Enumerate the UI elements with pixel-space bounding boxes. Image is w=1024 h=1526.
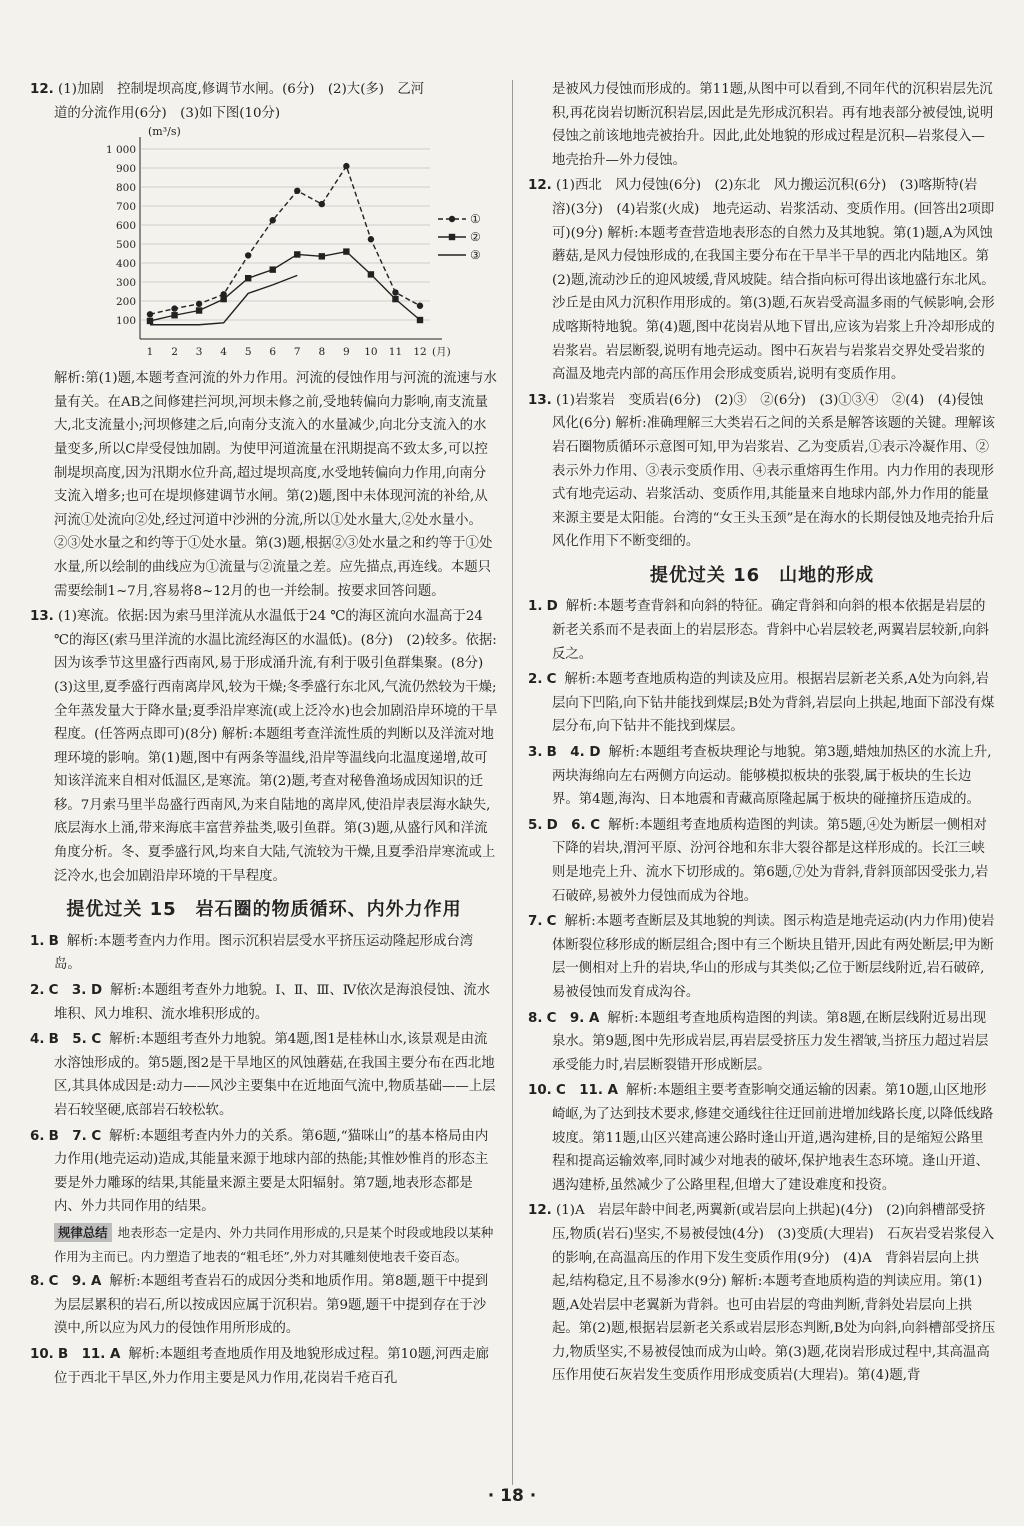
answer-item	[30, 1343, 498, 1390]
left-column	[30, 78, 498, 1392]
r-q12-analysis: 解析:本题考查营造地表形态的自然力及其地貌。第(1)题,A为风蚀蘑菇,是风力侵蚀形成的,在我国主要分布在干旱半干旱的西北内陆地区。第(2)题,流动沙丘的迎风坡缓,背风坡陡。结合指向标可得出该地盛行东北风。沙丘是由风力沉积作用形成的。第(3)题,石灰岩受高温多雨的气候影响,会形成喀斯特地貌。第(4)题,图中花岗岩从地下冒出,应该为岩浆上升冷却形成的岩浆岩。岩层断裂,说明有地壳运动。图中石灰岩与岩浆岩交界处受岩浆的高温及地壳内部的高压作用会形成变质岩,说明有变质作用。	[552, 225, 995, 383]
item-answer: C	[546, 914, 557, 930]
y-tick-label: 1 000	[105, 144, 136, 157]
x-tick-label: 5	[244, 346, 252, 359]
item-number: 8.	[528, 1010, 543, 1026]
item-analysis: 解析:本题考查断层及其地貌的判读。图示构造是地壳运动(内力作用)使岩体断裂位移形成的断层组合;图中有三个断块且错开,因此有两处断层;甲为断层一侧相对上升的岩块,华山的形成与其类似;乙位于断层线附近,岩石破碎,易被侵蚀而发育成沟谷。	[552, 914, 995, 1000]
item-number: 2.	[528, 672, 543, 688]
answer-item	[528, 910, 996, 1004]
page-number: · 18 ·	[487, 1486, 537, 1506]
answer-item	[528, 1079, 996, 1197]
left-q12	[30, 78, 498, 125]
series-line-②	[150, 252, 420, 321]
legend-label: ②	[470, 230, 481, 245]
item-answer: B 5. C	[48, 1032, 102, 1048]
series1-point	[392, 289, 398, 295]
item-answer: C 9. A	[48, 1274, 102, 1290]
series2-point	[343, 249, 349, 255]
x-tick-label: 8	[318, 346, 326, 359]
x-tick-label: 9	[343, 346, 350, 359]
right-column	[528, 78, 996, 1390]
x-tick-label: 1	[146, 346, 154, 359]
x-tick-label: 6	[269, 346, 277, 359]
item-answer: C	[546, 672, 557, 688]
series1-point	[294, 188, 300, 194]
x-tick-label: 3	[195, 346, 203, 359]
y-tick-label: 500	[115, 239, 136, 252]
item-answer: B 4. D	[546, 745, 601, 761]
q12-number: 12.	[30, 82, 54, 97]
r-q12b-number: 12.	[528, 1203, 552, 1219]
item-answer: D 6. C	[546, 817, 601, 833]
legend-marker	[449, 234, 455, 240]
q13-analysis: 解析:本题组考查洋流性质的判断以及洋流对地理环境的影响。第(1)题,图中有两条等温线,沿岸等温线向北温度递增,故可知该洋流来自相对低温区,是寒流。第(2)题,考查对秘鲁渔场成因知识的迁移。7月索马里半岛盛行西南风,为来自陆地的离岸风,使沿岸表层海水缺失,底层海水上涌,带来海底丰富营养盐类,吸引鱼群。第(3)题,从盛行风和洋流角度分析。冬、夏季盛行风,均来自大陆,气流较为干燥,且夏季沿岸寒流或上泛冷水,也会加剧沿岸环境的干旱程度。	[54, 727, 496, 884]
item-answer: B 7. C	[48, 1128, 102, 1144]
legend-label: ①	[470, 212, 481, 227]
series-line-①	[150, 166, 420, 314]
x-tick-label: 11	[388, 346, 403, 359]
r-q12-answer: (1)西北 风力侵蚀(6分) (2)东北 风力搬运沉积(6分) (3)喀斯特(岩溶)(3分) (4)岩浆(火成) 地壳运动、岩浆活动、变质作用。(回答出2项即可)(9分)	[552, 178, 995, 241]
item-analysis: 解析:本题组主要考查影响交通运输的因素。第10题,山区地形崎岖,为了达到技术要求,修建交通线往往迂回前进增加线路长度,以降低线路坡度。第11题,山区兴建高速公路时逢山开道,遇沟建桥,目的是缩短公路里程和提高运输效率,同时减少对地表的破坏,保护地表生态环境。逢山开道、遇沟建桥,虽然减少了公路里程,但增大了建设难度和投资。	[552, 1083, 994, 1193]
legend-marker	[449, 216, 455, 222]
item-answer: C 3. D	[48, 983, 103, 999]
x-tick-label: 2	[171, 346, 178, 359]
answer-item	[30, 979, 498, 1026]
item-analysis: 解析:本题考查地质构造的判读及应用。根据岩层新老关系,A处为向斜,岩层向下凹陷,向下钻井能找到煤层;B处为背斜,岩层向上拱起,地面下部没有煤层分布,向下钻井不能找到煤层。	[552, 672, 995, 735]
series2-point	[196, 307, 202, 313]
r-q12-number: 12.	[528, 178, 552, 194]
y-tick-label: 900	[115, 163, 136, 176]
item-number: 10.	[528, 1083, 552, 1099]
right-q13	[528, 389, 996, 554]
item-analysis: 解析:本题组考查外力地貌。Ⅰ、Ⅱ、Ⅲ、Ⅳ依次是海浪侵蚀、流水堆积、风力堆积、流水堆积形成的。	[54, 983, 491, 1022]
y-axis-label: (m³/s)	[148, 127, 181, 139]
series1-point	[147, 311, 153, 317]
series1-point	[171, 306, 177, 312]
item-number: 1.	[528, 599, 543, 615]
r-q12b-analysis: 解析:本题考查地质构造的判读应用。第(1)题,A处岩层中老翼新为背斜。也可由岩层的弯曲判断,背斜处岩层向上拱起。第(2)题,根据岩层新老关系或岩层形态判断,B处为向斜,向斜槽部受挤压力,物质坚实,不易被侵蚀而成为山岭。第(3)题,花岗岩形成过程中,其高温高压作用使石灰岩发生变质作用形成变质岩(大理岩)。第(4)题,背	[552, 1274, 996, 1384]
item-answer: C 9. A	[546, 1010, 600, 1026]
series1-point	[270, 217, 276, 223]
answer-item	[528, 741, 996, 812]
series1-point	[417, 303, 423, 309]
r-q13-number: 13.	[528, 392, 552, 408]
x-axis-label: (月)	[432, 346, 451, 359]
y-tick-label: 200	[115, 296, 136, 309]
series2-point	[294, 251, 300, 257]
series1-point	[319, 201, 325, 207]
item-analysis: 解析:本题组考查地质构造图的判读。第8题,在断层线附近易出现泉水。第9题,图中先形成岩层,再岩层受挤压力发生褶皱,当挤压力超过岩层承受能力时,岩层断裂错开形成断层。	[552, 1010, 989, 1073]
y-tick-label: 700	[115, 201, 136, 214]
answer-item	[528, 595, 996, 666]
r-q13-analysis: 解析:准确理解三大类岩石之间的关系是解答该题的关键。理解该岩石圈物质循环示意图可知,甲为岩浆岩、乙为变质岩,①表示冷凝作用、②表示外力作用、③表示变质作用、④表示重熔再生作用。内力作用的表现形式有地壳运动、岩浆活动、变质作用,其能量来自地球内部,外力作用的能量来源主要是太阳能。台湾的“女王头玉颈”是在海水的长期侵蚀及地壳抬升后风化作用下不断变细的。	[552, 416, 995, 550]
item-number: 4.	[30, 1032, 45, 1048]
y-tick-label: 400	[115, 258, 136, 271]
section15-title: 提优过关 15 岩石圈的物质循环、内外力作用	[66, 899, 462, 921]
q11-continued: 是被风力侵蚀而形成的。第11题,从图中可以看到,不同年代的沉积岩层先沉积,再花岗岩切断沉积岩层,因此是先形成沉积岩。再有地表部分被侵蚀,说明侵蚀之前该地地壳被抬升。因此,此处地貌的形成过程是沉积—岩浆侵入—地壳抬升—外力侵蚀。	[552, 82, 994, 168]
q12-analysis: 解析:第(1)题,本题考查河流的外力作用。河流的侵蚀作用与河流的流速与水量有关。在AB之间修建拦河坝,河坝未修之前,受地转偏向力影响,南支流量大,北支流量小;河坝修建之后,向南分支流入的水量减少,向北分支流入的水量变多,所以C岸受侵蚀加剧。为使甲河道流量在汛期提高不致太多,可以控制堤坝高度,因为汛期水位升高,超过堤坝高度,水受地转偏向力作用,向南分支流入增多;也可在堤坝修建调节水闸。第(2)题,图中未体现河流的补给,从河流①处流向②处,经过河道中沙洲的分流,所以①处水量大,②处水量小。②③处水量之和约等于①处水量。第(3)题,根据②③处水量之和约等于①处水量,所以绘制的曲线应为①流量与②流量之差。应先描点,再连线。本题只需要绘制1~7月,容易将8~12月的也一并绘制。按要求回答问题。	[54, 371, 497, 599]
discharge-chart	[30, 127, 498, 367]
column-divider	[512, 80, 513, 1485]
series1-point	[343, 163, 349, 169]
item-analysis: 解析:本题组考查地质构造图的判读。第5题,④处为断层一侧相对下降的岩块,渭河平原、汾河谷地和东非大裂谷都是这样形成的。长江三峡则是地壳上升、流水下切形成的。第6题,⑦处为背斜,背斜顶部因受张力,岩石破碎,易被外力侵蚀而成为谷地。	[552, 817, 989, 904]
series2-point	[171, 312, 177, 318]
item-number: 8.	[30, 1274, 45, 1290]
section15-items	[30, 930, 498, 1219]
series1-point	[368, 236, 374, 242]
series2-point	[147, 318, 153, 324]
x-tick-label: 7	[293, 346, 301, 359]
item-answer: C 11. A	[556, 1083, 618, 1099]
answer-item	[30, 1125, 498, 1219]
item-analysis: 解析:本题组考查地质作用及地貌形成过程。第10题,河西走廊位于西北干旱区,外力作用主要是风力作用,花岗岩千疮百孔	[54, 1346, 489, 1386]
item-answer: B 11. A	[58, 1346, 121, 1362]
y-tick-label: 800	[115, 182, 136, 195]
answer-item	[528, 1007, 996, 1078]
x-tick-label: 12	[413, 346, 427, 359]
series2-point	[245, 275, 251, 281]
item-number: 2.	[30, 983, 45, 999]
tip-box	[30, 1221, 498, 1268]
x-tick-label: 10	[364, 346, 378, 359]
series1-point	[245, 252, 251, 258]
series2-point	[417, 317, 423, 323]
discharge-chart-svg	[30, 127, 498, 367]
series2-point	[392, 296, 398, 302]
answer-item	[528, 814, 996, 908]
item-analysis: 解析:本题组考查岩石的成因分类和地质作用。第8题,题干中提到为层层累积的岩石,所以按成因应属于沉积岩。第9题,题干中提到存在于沙漠中,所以应为风力的侵蚀作用所形成的。	[54, 1274, 489, 1337]
item-analysis: 解析:本题考查内力作用。图示沉积岩层受水平挤压运动隆起形成台湾岛。	[54, 933, 474, 973]
q12-line1: (1)加剧 控制堤坝高度,修调节水闸。(6分) (2)大(多) 乙河	[58, 82, 425, 97]
r-q12b-answer: (1)A 岩层年龄中间老,两翼新(或岩层向上拱起)(4分) (2)向斜槽部受挤压,物质(岩石)坚实,不易被侵蚀(4分) (3)变质(大理岩) 石灰岩受岩浆侵入的影响,在高温高压的作用下发生变质作用(9分) (4)A 背斜岩层向上拱起,结构稳定,且不易渗水(9分)	[552, 1203, 995, 1290]
series1-point	[196, 301, 202, 307]
y-tick-label: 600	[115, 220, 136, 233]
right-q12b	[528, 1199, 996, 1388]
series2-point	[220, 296, 226, 302]
item-number: 1.	[30, 933, 45, 949]
legend-label: ③	[470, 248, 481, 263]
series2-point	[368, 271, 374, 277]
item-answer: B	[48, 933, 59, 949]
tip-text: 地表形态一定是内、外力共同作用形成的,只是某个时段或地段以某种作用为主而已。内力塑造了地表的“粗毛坯”,外力对其雕刻使地表千姿百态。	[54, 1224, 494, 1264]
series2-point	[319, 253, 325, 259]
item-analysis: 解析:本题组考查板块理论与地貌。第3题,蜡烛加热区的水流上升,两块海绵向左右两侧方向运动。能够模拟板块的张裂,属于板块的生长边界。第4题,海沟、日本地震和青藏高原隆起属于板块的碰撞挤压造成的。	[552, 745, 992, 808]
item-answer: D	[546, 599, 558, 615]
answer-item	[528, 668, 996, 739]
series2-point	[270, 267, 276, 273]
left-q13	[30, 605, 498, 888]
y-tick-label: 100	[115, 315, 136, 328]
item-number: 6.	[30, 1128, 45, 1144]
x-tick-label: 4	[220, 346, 227, 359]
section15-items-b	[30, 1270, 498, 1390]
tip-label: 规律总结	[54, 1223, 112, 1242]
item-number: 3.	[528, 745, 543, 761]
item-analysis: 解析:本题考查背斜和向斜的特征。确定背斜和向斜的根本依据是岩层的新老关系而不是表面上的岩层形态。背斜中心岩层较老,两翼岩层较新,向斜反之。	[552, 599, 990, 662]
section16-title: 提优过关 16 山地的形成	[649, 564, 875, 586]
answer-item	[30, 930, 498, 977]
item-number: 7.	[528, 914, 543, 930]
item-number: 10.	[30, 1346, 54, 1362]
q13-answer: (1)寒流。依据:因为索马里洋流从水温低于24 ℃的海区流向水温高于24 ℃的海区(索马里洋流的水温比流经海区的水温低)。(8分) (2)较多。依据:因为该季节这里盛行西南风,易于形成涌升流,有利于吸引鱼群集聚。(8分) (3)这里,夏季盛行西南离岸风,较为干燥;冬季盛行东北风,气流仍然较为干燥;全年蒸发量大于降水量;夏季沿岸寒流(或上泛冷水)也会加剧沿岸环境的干旱程度。(任答两点即可)(8分)	[54, 609, 498, 743]
right-q12	[528, 174, 996, 386]
section16-items	[528, 595, 996, 1197]
y-tick-label: 300	[115, 277, 136, 290]
answer-item	[30, 1028, 498, 1122]
item-number: 5.	[528, 817, 543, 833]
item-analysis: 解析:本题组考查内外力的关系。第6题,“猫咪山”的基本格局由内力作用(地壳运动)造成,其能量来源于地球内部的热能;其惟妙惟肖的形态主要是外力雕琢的结果,其能量来源主要是太阳辐射。第7题,地表形态都是内、外力共同作用的结果。	[54, 1128, 489, 1215]
r-q13-answer: (1)岩浆岩 变质岩(6分) (2)③ ②(6分) (3)①③④ ②(4) (4)侵蚀 风化(6分)	[552, 392, 997, 432]
item-analysis: 解析:本题组考查外力地貌。第4题,图1是桂林山水,该景观是由流水溶蚀形成的。第5题,图2是干旱地区的风蚀蘑菇,在我国主要分布在西北地区,其具体成因是:动力——风沙主要集中在近地面气流中,物质基础——上层岩石较坚硬,底部岩石较松软。	[54, 1032, 496, 1118]
q13-number: 13.	[30, 609, 54, 625]
answer-item	[30, 1270, 498, 1341]
q12-line2: 道的分流作用(6分) (3)如下图(10分)	[54, 105, 281, 121]
